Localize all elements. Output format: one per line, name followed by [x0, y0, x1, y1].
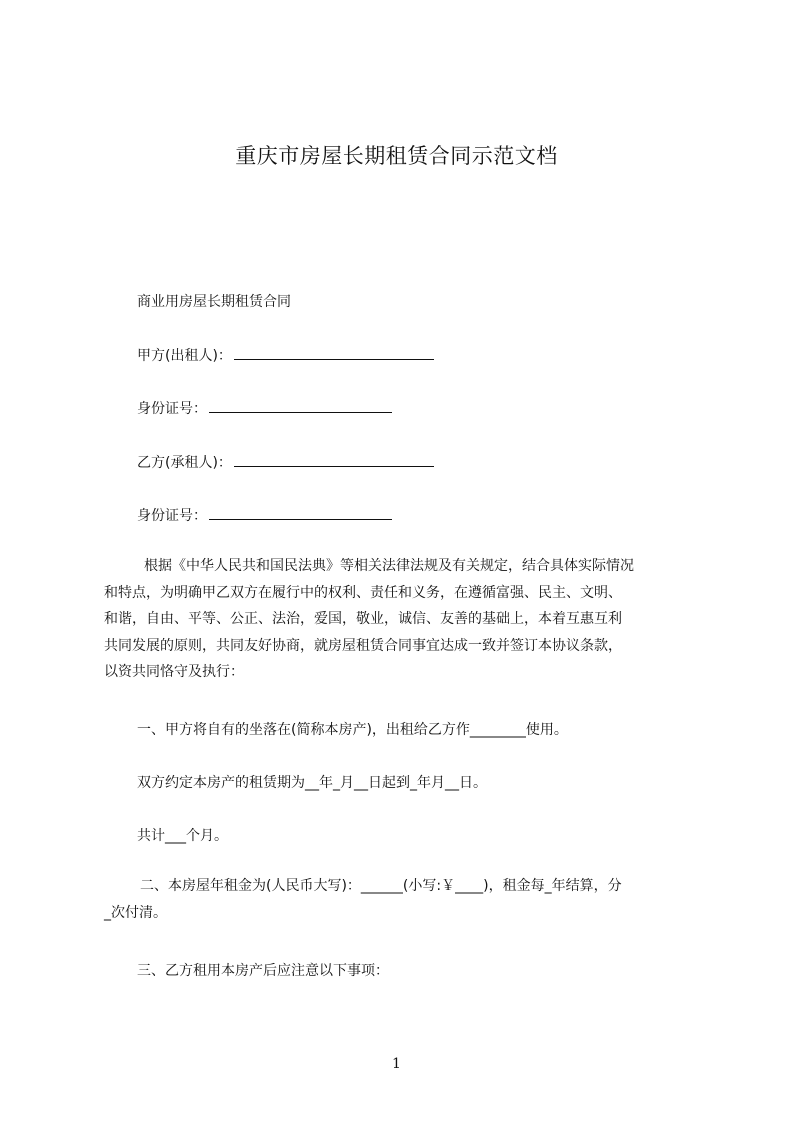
party-b-id-label: 身份证号：: [137, 508, 207, 524]
party-a-id-row: [137, 398, 392, 418]
total-months: 共计___个月。: [137, 828, 228, 844]
party-b-label: 乙方(承租人)：: [137, 455, 232, 471]
clause-3: 三、乙方租用本房产后应注意以下事项：: [137, 963, 389, 979]
clause-2: [104, 873, 622, 926]
preamble-line: 根据《中华人民共和国民法典》等相关法律法规及有关规定，结合具体实际情况: [144, 558, 634, 574]
party-a-id-blank: [209, 400, 392, 413]
preamble-paragraph: [104, 553, 634, 686]
page-number: 1: [392, 1056, 401, 1072]
preamble-line: 以资共同恪守及执行：: [104, 664, 244, 680]
party-b-blank: [234, 454, 434, 467]
preamble-line: 共同发展的原则，共同友好协商，就房屋租赁合同事宜达成一致并签订本协议条款，: [104, 637, 622, 654]
party-a-id-label: 身份证号：: [137, 401, 207, 417]
clause-2-line: 二、本房屋年租金为(人民币大写)：______(小写:￥____)，租金每_年结算，分: [140, 878, 622, 894]
party-b-id-blank: [209, 507, 392, 520]
clause-2-line: _次付清。: [104, 904, 167, 921]
preamble-line: 和谐，自由、平等、公正、法治，爱国，敬业，诚信、友善的基础上，本着互惠互利: [104, 611, 622, 627]
document-title: 重庆市房屋长期租赁合同示范文档: [235, 144, 558, 168]
lease-term: 双方约定本房产的租赁期为__年_月__日起到_年月__日。: [137, 775, 487, 791]
contract-subtitle: 商业用房屋长期租赁合同: [137, 294, 291, 310]
party-a-label: 甲方(出租人)：: [137, 348, 232, 364]
party-a-blank: [234, 347, 434, 360]
preamble-line: 和特点，为明确甲乙双方在履行中的权利、责任和义务，在遵循富强、民主、文明、: [104, 584, 622, 601]
party-b-id-row: [137, 505, 392, 525]
party-a-row: [137, 345, 434, 365]
party-b-row: [137, 452, 434, 472]
clause-1: 一、甲方将自有的坐落在(简称本房产)，出租给乙方作________使用。: [137, 722, 568, 738]
